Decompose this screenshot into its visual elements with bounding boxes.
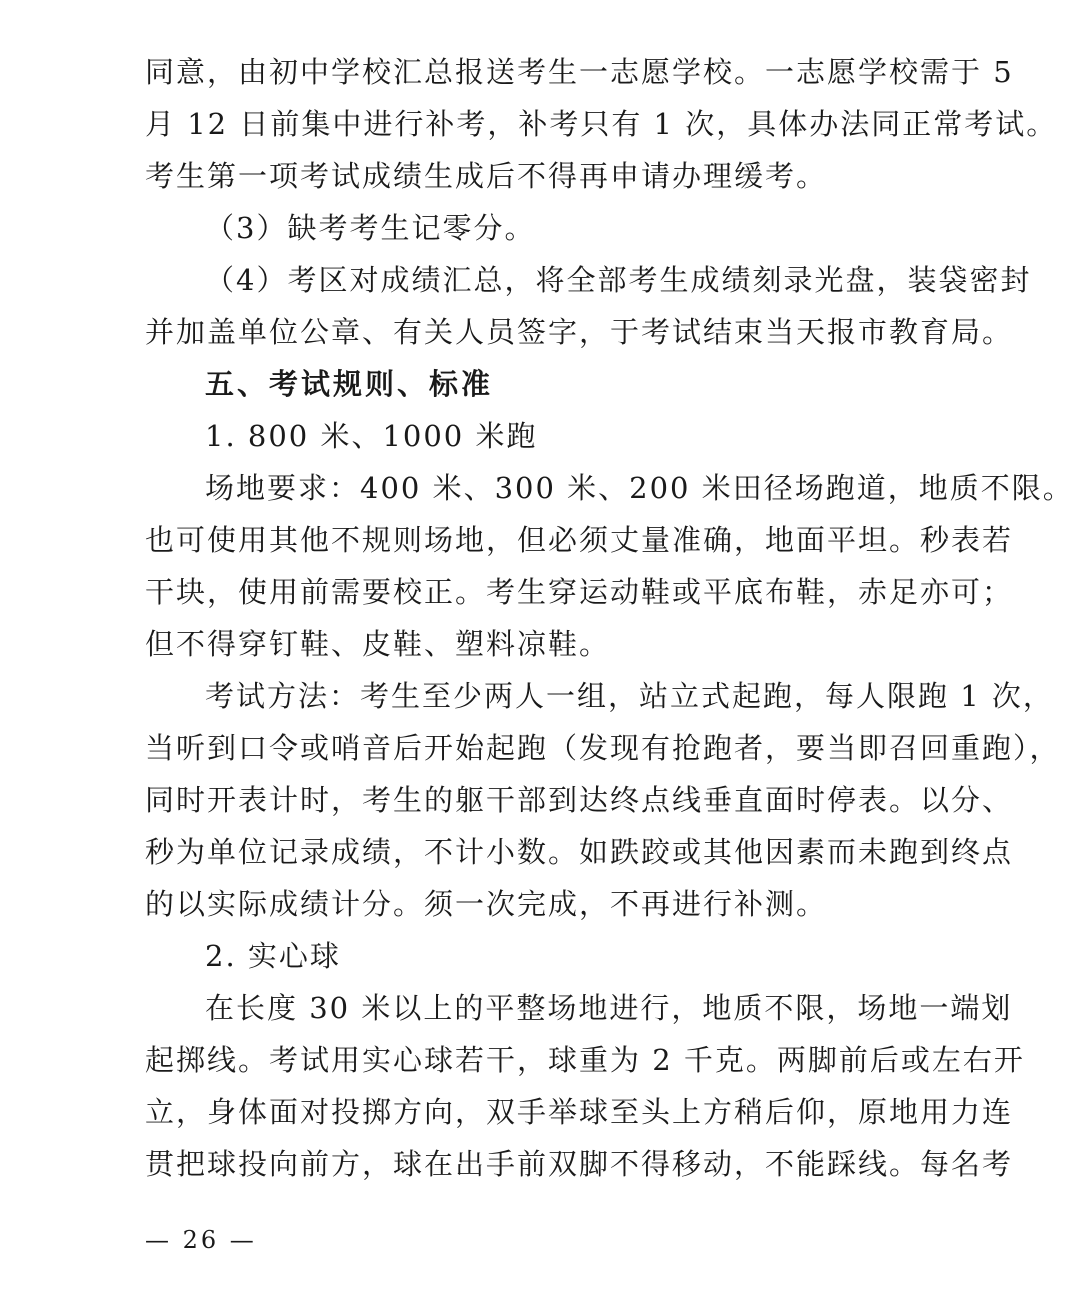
text-line-11: 干块，使用前需要校正。考生穿运动鞋或平底布鞋，赤足亦可； — [145, 575, 1014, 609]
section-heading: 五、考试规则、标准 — [205, 367, 494, 401]
text-line-4: （3）缺考考生记零分。 — [205, 211, 536, 245]
text-line-22: 贯把球投向前方，球在出手前双脚不得移动，不能踩线。每名考 — [145, 1147, 1014, 1181]
text-line-1: 同意，由初中学校汇总报送考生一志愿学校。一志愿学校需于 5 — [145, 55, 1014, 89]
text-line-6: 并加盖单位公章、有关人员签字，于考试结束当天报市教育局。 — [145, 315, 1014, 349]
text-line-15: 同时开表计时，考生的躯干部到达终点线垂直面时停表。以分、 — [145, 783, 1014, 817]
text-line-5: （4）考区对成绩汇总，将全部考生成绩刻录光盘，装袋密封 — [205, 263, 1032, 297]
text-line-20: 起掷线。考试用实心球若干，球重为 2 千克。两脚前后或左右开 — [145, 1043, 1025, 1077]
subsection-heading-medicine-ball: 2. 实心球 — [205, 939, 341, 973]
text-line-16: 秒为单位记录成绩，不计小数。如跌跤或其他因素而未跑到终点 — [145, 835, 1014, 869]
text-line-12: 但不得穿钉鞋、皮鞋、塑料凉鞋。 — [145, 627, 611, 661]
text-line-10: 也可使用其他不规则场地，但必须丈量准确，地面平坦。秒表若 — [145, 523, 1014, 557]
text-line-9: 场地要求：400 米、300 米、200 米田径场跑道，地质不限。 — [205, 471, 1074, 505]
page-number: — 26 — — [145, 1226, 257, 1254]
text-line-19: 在长度 30 米以上的平整场地进行，地质不限，场地一端划 — [205, 991, 1013, 1025]
text-line-14: 当听到口令或哨音后开始起跑（发现有抢跑者，要当即召回重跑）， — [145, 731, 1061, 765]
text-line-3: 考生第一项考试成绩生成后不得再申请办理缓考。 — [145, 159, 828, 193]
text-line-21: 立，身体面对投掷方向，双手举球至头上方稍后仰，原地用力连 — [145, 1095, 1014, 1129]
text-line-2: 月 12 日前集中进行补考，补考只有 1 次，具体办法同正常考试。 — [145, 107, 1058, 141]
subsection-heading-running: 1. 800 米、1000 米跑 — [205, 419, 538, 453]
text-line-13: 考试方法：考生至少两人一组，站立式起跑，每人限跑 1 次， — [205, 679, 1054, 713]
text-line-17: 的以实际成绩计分。须一次完成，不再进行补测。 — [145, 887, 828, 921]
